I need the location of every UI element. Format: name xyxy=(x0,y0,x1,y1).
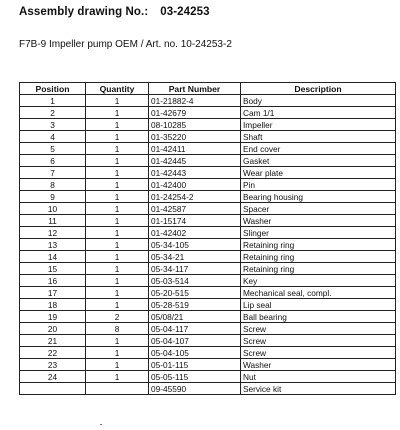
position-cell: 12 xyxy=(20,227,86,239)
part-number-cell: 01-42402 xyxy=(149,227,241,239)
quantity-cell: 1 xyxy=(86,167,149,179)
position-cell: 23 xyxy=(20,359,86,371)
position-cell: 16 xyxy=(20,275,86,287)
part-number-cell: 01-35220 xyxy=(149,131,241,143)
column-header-quantity: Quantity xyxy=(86,83,149,95)
position-cell: 5 xyxy=(20,143,86,155)
position-cell: 7 xyxy=(20,167,86,179)
part-number-cell: 09-45590 xyxy=(149,383,241,395)
position-cell: 3 xyxy=(20,119,86,131)
assembly-drawing-title xyxy=(19,6,210,18)
table-row xyxy=(20,299,396,311)
description-cell: Retaining ring xyxy=(241,239,396,251)
assembly-drawing-label: Assembly drawing No.: xyxy=(19,6,149,18)
description-cell: Gasket xyxy=(241,155,396,167)
quantity-cell: 1 xyxy=(86,95,149,107)
scan-speck xyxy=(100,424,102,425)
position-cell: 9 xyxy=(20,191,86,203)
quantity-cell: 1 xyxy=(86,143,149,155)
position-cell: 19 xyxy=(20,311,86,323)
quantity-cell xyxy=(86,383,149,395)
table-row xyxy=(20,227,396,239)
description-cell: Retaining ring xyxy=(241,263,396,275)
position-cell: 20 xyxy=(20,323,86,335)
table-row xyxy=(20,311,396,323)
part-number-cell: 01-15174 xyxy=(149,215,241,227)
description-cell: Washer xyxy=(241,359,396,371)
position-cell: 10 xyxy=(20,203,86,215)
column-header-position: Position xyxy=(20,83,86,95)
description-cell: Wear plate xyxy=(241,167,396,179)
description-cell: Body xyxy=(241,95,396,107)
quantity-cell: 1 xyxy=(86,251,149,263)
table-row xyxy=(20,179,396,191)
table-row xyxy=(20,275,396,287)
table-header-row xyxy=(20,83,396,95)
table-row xyxy=(20,263,396,275)
quantity-cell: 1 xyxy=(86,335,149,347)
parts-table xyxy=(19,82,396,395)
part-number-cell: 01-42411 xyxy=(149,143,241,155)
part-number-cell: 01-42445 xyxy=(149,155,241,167)
description-cell: Nut xyxy=(241,371,396,383)
table-row xyxy=(20,107,396,119)
quantity-cell: 1 xyxy=(86,371,149,383)
position-cell: 6 xyxy=(20,155,86,167)
quantity-cell: 1 xyxy=(86,203,149,215)
table-row xyxy=(20,155,396,167)
column-header-part-number: Part Number xyxy=(149,83,241,95)
description-cell: Key xyxy=(241,275,396,287)
position-cell: 17 xyxy=(20,287,86,299)
quantity-cell: 1 xyxy=(86,179,149,191)
description-cell: Spacer xyxy=(241,203,396,215)
description-cell: Impeller xyxy=(241,119,396,131)
quantity-cell: 1 xyxy=(86,275,149,287)
assembly-drawing-number: 03-24253 xyxy=(160,6,210,18)
table-row xyxy=(20,131,396,143)
position-cell: 8 xyxy=(20,179,86,191)
table-row xyxy=(20,383,396,395)
description-cell: Bearing housing xyxy=(241,191,396,203)
position-cell xyxy=(20,383,86,395)
position-cell: 15 xyxy=(20,263,86,275)
quantity-cell: 1 xyxy=(86,155,149,167)
quantity-cell: 1 xyxy=(86,347,149,359)
table-row xyxy=(20,191,396,203)
table-row xyxy=(20,359,396,371)
quantity-cell: 1 xyxy=(86,359,149,371)
description-cell: Screw xyxy=(241,347,396,359)
description-cell: Pin xyxy=(241,179,396,191)
position-cell: 2 xyxy=(20,107,86,119)
part-number-cell: 05-03-514 xyxy=(149,275,241,287)
pump-subtitle: F7B-9 Impeller pump OEM / Art. no. 10-24253-2 xyxy=(19,39,232,50)
position-cell: 13 xyxy=(20,239,86,251)
table-row xyxy=(20,239,396,251)
quantity-cell: 1 xyxy=(86,239,149,251)
position-cell: 22 xyxy=(20,347,86,359)
description-cell: Screw xyxy=(241,323,396,335)
description-cell: Cam 1/1 xyxy=(241,107,396,119)
table-row xyxy=(20,95,396,107)
part-number-cell: 01-42587 xyxy=(149,203,241,215)
quantity-cell: 1 xyxy=(86,263,149,275)
table-row xyxy=(20,167,396,179)
position-cell: 11 xyxy=(20,215,86,227)
part-number-cell: 05-20-515 xyxy=(149,287,241,299)
description-cell: Service kit xyxy=(241,383,396,395)
part-number-cell: 01-24254-2 xyxy=(149,191,241,203)
description-cell: Washer xyxy=(241,215,396,227)
part-number-cell: 05/08/21 xyxy=(149,311,241,323)
description-cell: Ball bearing xyxy=(241,311,396,323)
quantity-cell: 1 xyxy=(86,287,149,299)
description-cell: End cover xyxy=(241,143,396,155)
table-row xyxy=(20,323,396,335)
part-number-cell: 08-10285 xyxy=(149,119,241,131)
description-cell: Retaining ring xyxy=(241,251,396,263)
table-row xyxy=(20,335,396,347)
part-number-cell: 05-04-107 xyxy=(149,335,241,347)
part-number-cell: 01-21882-4 xyxy=(149,95,241,107)
quantity-cell: 1 xyxy=(86,215,149,227)
table-row xyxy=(20,143,396,155)
quantity-cell: 1 xyxy=(86,107,149,119)
table-row xyxy=(20,203,396,215)
column-header-description: Description xyxy=(241,83,396,95)
table-row xyxy=(20,287,396,299)
position-cell: 21 xyxy=(20,335,86,347)
part-number-cell: 01-42443 xyxy=(149,167,241,179)
position-cell: 14 xyxy=(20,251,86,263)
quantity-cell: 2 xyxy=(86,311,149,323)
table-row xyxy=(20,215,396,227)
quantity-cell: 1 xyxy=(86,119,149,131)
part-number-cell: 05-34-117 xyxy=(149,263,241,275)
description-cell: Lip seal xyxy=(241,299,396,311)
part-number-cell: 05-01-115 xyxy=(149,359,241,371)
position-cell: 4 xyxy=(20,131,86,143)
position-cell: 18 xyxy=(20,299,86,311)
table-row xyxy=(20,251,396,263)
quantity-cell: 1 xyxy=(86,227,149,239)
description-cell: Mechanical seal, compl. xyxy=(241,287,396,299)
part-number-cell: 05-34-105 xyxy=(149,239,241,251)
description-cell: Shaft xyxy=(241,131,396,143)
position-cell: 1 xyxy=(20,95,86,107)
part-number-cell: 05-05-115 xyxy=(149,371,241,383)
part-number-cell: 05-04-105 xyxy=(149,347,241,359)
part-number-cell: 05-04-117 xyxy=(149,323,241,335)
part-number-cell: 01-42679 xyxy=(149,107,241,119)
position-cell: 24 xyxy=(20,371,86,383)
table-row xyxy=(20,347,396,359)
description-cell: Slinger xyxy=(241,227,396,239)
description-cell: Screw xyxy=(241,335,396,347)
table-row xyxy=(20,371,396,383)
quantity-cell: 1 xyxy=(86,299,149,311)
part-number-cell: 05-28-519 xyxy=(149,299,241,311)
part-number-cell: 01-42400 xyxy=(149,179,241,191)
quantity-cell: 1 xyxy=(86,131,149,143)
part-number-cell: 05-34-21 xyxy=(149,251,241,263)
table-row xyxy=(20,119,396,131)
quantity-cell: 8 xyxy=(86,323,149,335)
parts-table-body xyxy=(20,95,396,395)
quantity-cell: 1 xyxy=(86,191,149,203)
